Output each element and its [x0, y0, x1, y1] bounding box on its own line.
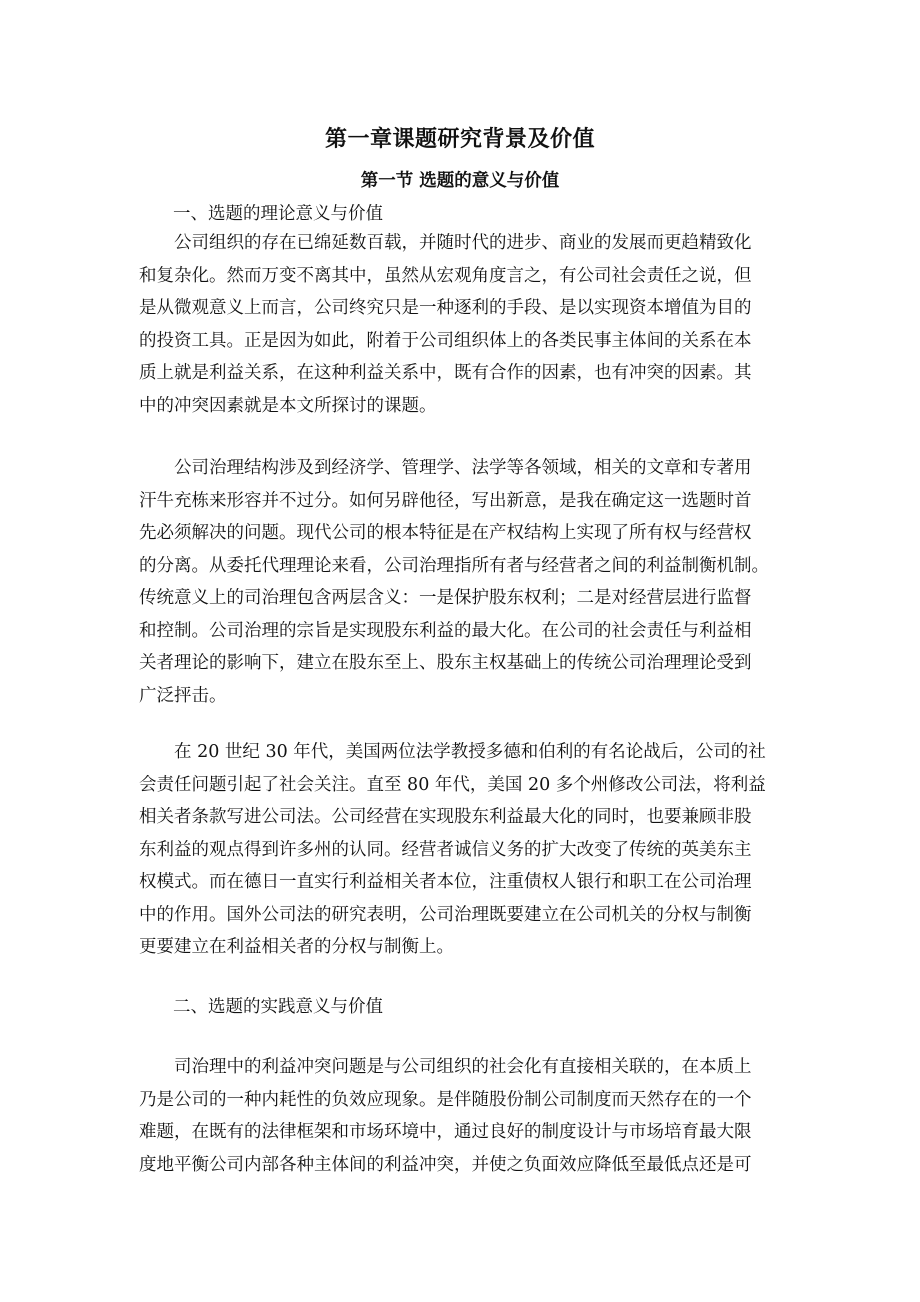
section-title: 第一节 选题的意义与价值	[360, 171, 560, 191]
paragraph-line: 权模式。而在德日一直实行利益相关者本位，注重债权人银行和职工在公司治理	[139, 872, 752, 892]
paragraph-line: 质上就是利益关系，在这种利益关系中，既有合作的因素，也有冲突的因素。其	[139, 363, 752, 383]
paragraph-line: 和复杂化。然而万变不离其中，虽然从宏观角度言之，有公司社会责任之说，但	[139, 265, 752, 286]
paragraph-2	[139, 452, 782, 712]
section1-heading: 一、选题的理论意义与价值	[173, 204, 383, 224]
paragraph-line: 难题，在既有的法律框架和市场环境中，通过良好的制度设计与市场培育最大限	[139, 1122, 752, 1142]
paragraph-line: 关者理论的影响下，建立在股东至上、股东主权基础上的传统公司治理理论受到	[139, 653, 752, 673]
paragraph-line: 中的冲突因素就是本文所探讨的课题。	[139, 395, 437, 416]
paragraph-line: 司治理中的利益冲突问题是与公司组织的社会化有直接相关联的，在本质上	[174, 1057, 752, 1077]
paragraph-line: 公司治理结构涉及到经济学、管理学、法学等各领域，相关的文章和专著用	[174, 458, 752, 478]
paragraph-line: 传统意义上的司治理包含两层含义：一是保护股东权利；二是对经营层进行监督	[139, 588, 752, 608]
paragraph-line: 汗牛充栋来形容并不过分。如何另辟他径，写出新意，是我在确定这一选题时首	[139, 490, 752, 511]
paragraph-1	[139, 227, 782, 422]
paragraph-line: 度地平衡公司内部各种主体间的利益冲突，并使之负面效应降低至最低点还是可	[139, 1154, 752, 1175]
chapter-title: 第一章课题研究背景及价值	[324, 126, 595, 152]
paragraph-line: 在 20 世纪 30 年代，美国两位法学教授多德和伯利的有名论战后，公司的社	[174, 742, 766, 762]
paragraph-line: 东利益的观点得到许多州的认同。经营者诚信义务的扩大改变了传统的英美东主	[139, 839, 752, 860]
paragraph-line: 是从微观意义上而言，公司终究只是一种逐利的手段、是以实现资本增值为目的	[139, 298, 752, 318]
paragraph-line: 先必须解决的问题。现代公司的根本特征是在产权结构上实现了所有权与经营权	[139, 523, 752, 543]
paragraph-line: 的投资工具。正是因为如此，附着于公司组织体上的各类民事主体间的关系在本	[139, 330, 752, 351]
paragraph-line: 相关者条款写进公司法。公司经营在实现股东利益最大化的同时，也要兼顾非股	[139, 807, 752, 827]
section2-heading: 二、选题的实践意义与价值	[173, 997, 383, 1017]
paragraph-3	[139, 736, 782, 964]
paragraph-line: 广泛抨击。	[139, 685, 227, 706]
paragraph-line: 乃是公司的一种内耗性的负效应现象。是伴随股份制公司制度而天然存在的一个	[139, 1089, 752, 1110]
paragraph-line: 更要建立在利益相关者的分权与制衡上。	[139, 937, 454, 957]
paragraph-line: 中的作用。国外公司法的研究表明，公司治理既要建立在公司机关的分权与制衡	[139, 904, 752, 925]
paragraph-line: 的分离。从委托代理理论来看，公司治理指所有者与经营者之间的利益制衡机制。	[139, 555, 769, 576]
paragraph-line: 会责任问题引起了社会关注。直至 80 年代，美国 20 多个州修改公司法，将利益	[139, 774, 766, 795]
paragraph-line: 公司组织的存在已绵延数百载，并随时代的进步、商业的发展而更趋精致化	[174, 233, 752, 253]
paragraph-line: 和控制。公司治理的宗旨是实现股东利益的最大化。在公司的社会责任与利益相	[139, 620, 752, 641]
paragraph-4	[139, 1051, 782, 1181]
